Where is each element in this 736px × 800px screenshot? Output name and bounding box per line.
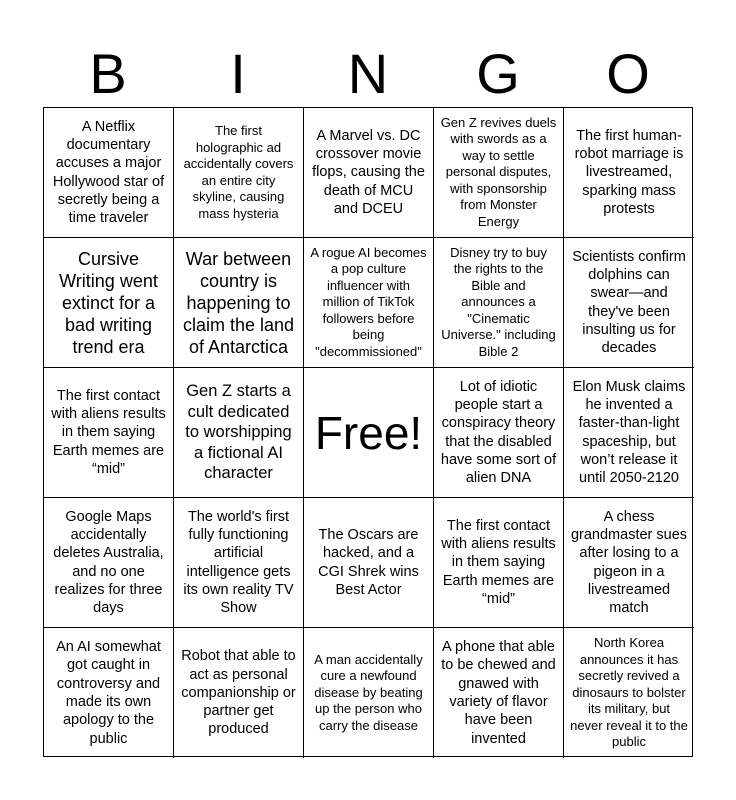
bingo-cell-b1[interactable] — [44, 108, 174, 238]
bingo-cell-g3[interactable] — [434, 368, 564, 498]
bingo-cell-g1[interactable] — [434, 108, 564, 238]
bingo-cell-text: Elon Musk claims he invented a faster-than-light spaceship, but won’t release it until 2050-2120 — [572, 378, 686, 487]
bingo-cell-i3[interactable] — [174, 368, 304, 498]
bingo-cell-n1[interactable] — [304, 108, 434, 238]
bingo-cell-i4[interactable] — [174, 498, 304, 628]
bingo-cell-text: Robot that able to act as personal companionship or partner get produced — [181, 648, 296, 738]
bingo-cell-o2[interactable] — [564, 238, 694, 368]
bingo-cell-g4[interactable] — [434, 498, 564, 628]
bingo-cell-text: The first contact with aliens results in them saying Earth memes are “mid” — [441, 517, 556, 607]
bingo-cell-text: North Korea announces it has secretly revived a dinosaurs to bolster its military, but never reveal it to the public — [570, 635, 688, 750]
bingo-cell-text: A phone that able to be chewed and gnawed with variety of flavor have been invented — [441, 639, 556, 747]
bingo-cell-o4[interactable] — [564, 498, 694, 628]
bingo-cell-i5[interactable] — [174, 628, 304, 758]
bingo-cell-o3[interactable] — [564, 368, 694, 498]
bingo-cell-b3[interactable] — [44, 368, 174, 498]
header-letter-b: B — [89, 42, 127, 105]
bingo-cell-free[interactable] — [304, 368, 434, 498]
bingo-cell-text: Scientists confirm dolphins can swear—and they've been insulting us for decades — [572, 248, 686, 357]
bingo-cell-text: The first holographic ad accidentally covers an entire city skyline, causing mass hysteria — [183, 123, 294, 221]
free-space-text: Free! — [314, 406, 423, 459]
header-letter-g: G — [476, 42, 520, 105]
bingo-cell-text: A rogue AI becomes a pop culture influencer with million of TikTok followers before being "decommissioned" — [310, 244, 427, 359]
bingo-cell-g5[interactable] — [434, 628, 564, 758]
header-letter-o: O — [606, 42, 650, 105]
bingo-cell-text: The first human-robot marriage is livestreamed, sparking mass protests — [574, 127, 684, 217]
bingo-cell-text: Gen Z revives duels with swords as a way to settle personal disputes, with sponsorship from Monster Energy — [440, 114, 557, 229]
bingo-cell-b2[interactable] — [44, 238, 174, 368]
bingo-cell-n4[interactable] — [304, 498, 434, 628]
bingo-cell-text: Google Maps accidentally deletes Australia, and no one realizes for three days — [53, 508, 164, 617]
bingo-cell-n2[interactable] — [304, 238, 434, 368]
bingo-cell-b5[interactable] — [44, 628, 174, 758]
bingo-cell-text: A Netflix documentary accuses a major Hollywood star of secretly being a time traveler — [52, 118, 165, 227]
bingo-cell-i1[interactable] — [174, 108, 304, 238]
bingo-cell-o1[interactable] — [564, 108, 694, 238]
bingo-header — [43, 38, 693, 110]
bingo-cell-text: An AI somewhat got caught in controversy and made its own apology to the public — [56, 639, 161, 747]
bingo-cell-text: A chess grandmaster sues after losing to a pigeon in a livestreamed match — [570, 508, 688, 617]
bingo-cell-i2[interactable] — [174, 238, 304, 368]
bingo-cell-text: Gen Z starts a cult dedicated to worshipping a fictional AI character — [185, 382, 292, 483]
header-letter-n: N — [347, 42, 389, 105]
bingo-cell-b4[interactable] — [44, 498, 174, 628]
header-letter-i: I — [230, 42, 246, 105]
bingo-cell-o5[interactable] — [564, 628, 694, 758]
bingo-cell-text: The world's first fully functioning artificial intelligence gets its own reality TV Show — [183, 508, 294, 617]
bingo-cell-text: The first contact with aliens results in them saying Earth memes are “mid” — [51, 387, 166, 477]
bingo-cell-text: The Oscars are hacked, and a CGI Shrek wins Best Actor — [318, 526, 419, 598]
bingo-grid — [43, 107, 693, 757]
bingo-cell-text: Cursive Writing went extinct for a bad writing trend era — [59, 248, 158, 357]
bingo-cell-text: War between country is happening to claim the land of Antarctica — [182, 248, 295, 357]
bingo-cell-text: Lot of idiotic people start a conspiracy theory that the disabled have some sort of alien DNA — [440, 378, 557, 487]
bingo-cell-text: Disney try to buy the rights to the Bible and announces a "Cinematic Universe." including Bible 2 — [441, 244, 556, 359]
bingo-cell-text: A Marvel vs. DC crossover movie flops, causing the death of MCU and DCEU — [312, 127, 425, 217]
bingo-cell-n5[interactable] — [304, 628, 434, 758]
bingo-cell-text: A man accidentally cure a newfound disease by beating up the person who carry the disease — [314, 651, 423, 733]
bingo-cell-g2[interactable] — [434, 238, 564, 368]
